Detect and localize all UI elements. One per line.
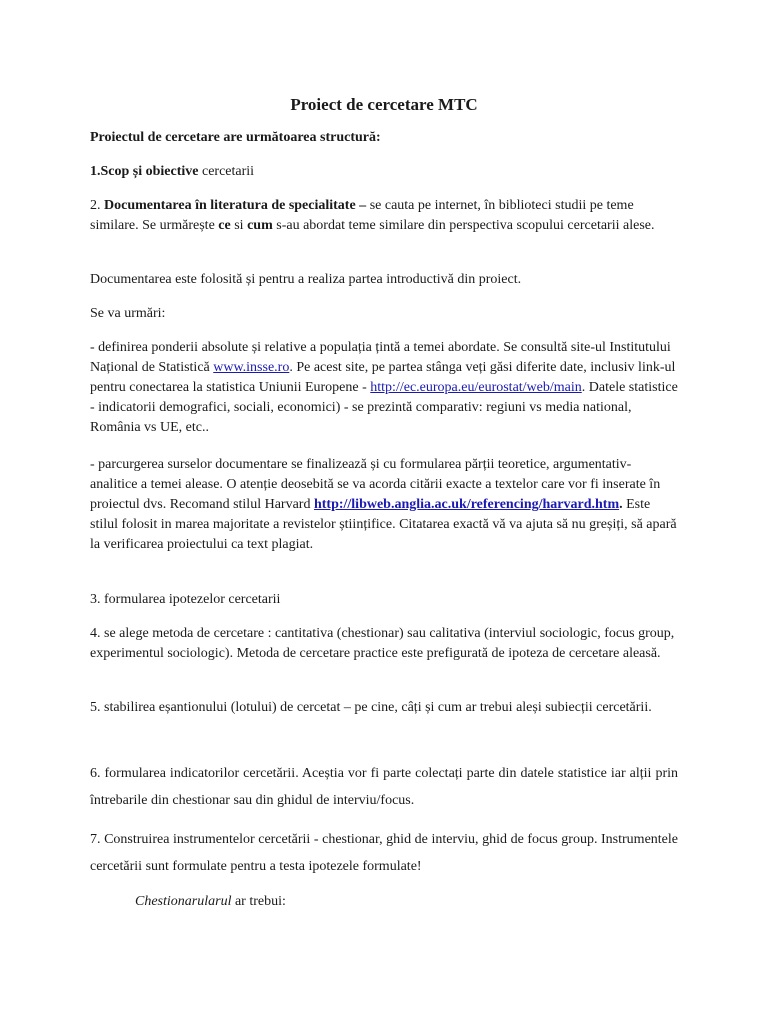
- section-5: 5. stabilirea eșantionului (lotului) de cercetat – pe cine, câți și cum ar trebui aleși subiecții cercetării.: [90, 700, 652, 715]
- sources-text-1: - parcurgerea surselor documentare se finalizează și cu formularea părții teoretice, argumentativ-analitice a temei alease. O atenție deosebită se va acorda citării exacte a textelor care vor fi inserate în proiectul dvs. Recomand stilul Harvard: [90, 457, 661, 512]
- definition-text-1: - definirea ponderii absolute și relative a populația țintă a temei abordate. Se consultă site-ul Institutului Național de Statistică: [90, 340, 671, 375]
- link-insse[interactable]: www.insse.ro: [213, 360, 290, 375]
- link-eurostat[interactable]: http://ec.europa.eu/eurostat/web/main: [370, 380, 582, 395]
- section-2-title: Documentarea în literatura de specialitate –: [104, 198, 367, 213]
- definition-text-2: . Pe acest site, pe partea stânga veți găsi diferite date, inclusiv link-ul pentru conectarea la statistica Uniunii Europene -: [90, 360, 676, 395]
- section-2-text-end: s-au abordat teme similare din perspectiva scopului cercetarii alese.: [272, 218, 655, 233]
- section-2-emph-ce: ce: [218, 218, 231, 233]
- section-2-text-si: si: [230, 218, 248, 233]
- section-3: 3. formularea ipotezelor cercetarii: [90, 592, 281, 607]
- paragraph-follow: Se va urmări:: [90, 306, 166, 321]
- section-1-title: 1.Scop și obiective: [90, 164, 199, 179]
- section-2-emph-cum: cum: [247, 218, 273, 233]
- section-1-text: cercetarii: [198, 164, 255, 179]
- sources-text-2: Este stilul folosit in marea majoritate a revistelor științifice. Citatarea exactă vă va ajuta să nu greșiți, să apară la verificarea proiectului ca text plagiat.: [90, 497, 677, 552]
- questionnaire-text: ar trebui:: [231, 894, 286, 909]
- link-harvard[interactable]: http://libweb.anglia.ac.uk/referencing/harvard.htm: [313, 497, 620, 512]
- structure-heading: Proiectul de cercetare are următoarea structură:: [90, 130, 381, 145]
- document-title: Proiect de cercetare MTC: [290, 95, 478, 114]
- questionnaire-term: Chestionarularul: [135, 894, 232, 909]
- section-2: [90, 196, 678, 236]
- definition-text-3: . Datele statistice - indicatorii demografici, sociali, economici) - se prezintă comparativ: regiuni vs media national, România vs UE, etc..: [90, 380, 678, 435]
- paragraph-sources: [90, 455, 678, 555]
- section-4: 4. se alege metoda de cercetare : cantitativa (chestionar) sau calitativa (interviul sociologic, focus group, experimentul sociologic). Metoda de cercetare practice este prefigurată de ipoteza de cercetare aleasă.: [90, 626, 675, 661]
- paragraph-definition: [90, 338, 678, 438]
- section-7: 7. Construirea instrumentelor cercetării - chestionar, ghid de interviu, ghid de focus group. Instrumentele cercetării sunt formulate pentru a testa ipotezele formulate!: [90, 832, 678, 874]
- section-1: [90, 162, 678, 182]
- section-2-number: 2.: [90, 198, 104, 213]
- sources-dot: .: [619, 497, 623, 512]
- paragraph-documentation: Documentarea este folosită și pentru a realiza partea introductivă din proiect.: [90, 272, 522, 287]
- section-6: 6. formularea indicatorilor cercetării. Aceștia vor fi parte colectați parte din datele statistice iar alții prin întrebarile din chestionar sau din ghidul de interviu/focus.: [90, 766, 678, 808]
- questionnaire-line: [135, 892, 678, 912]
- section-2-text: se cauta pe internet, în biblioteci studii pe teme similare. Se urmărește: [90, 198, 634, 233]
